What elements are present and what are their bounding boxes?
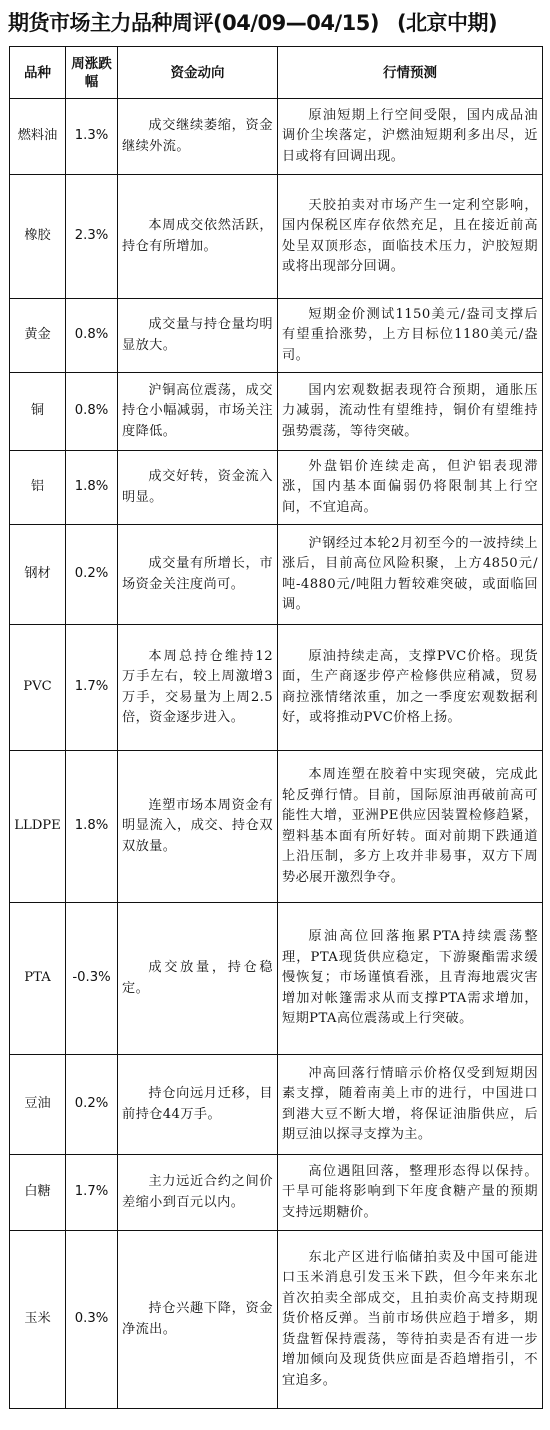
capital-cell: 主力远近合约之间价差缩小到百元以内。	[118, 1155, 278, 1231]
table-row	[10, 373, 543, 451]
capital-cell: 本周总持仓维持12万手左右，较上周激增3万手，交易量为上周2.5倍，资金逐步进入。	[118, 625, 278, 751]
change-cell: -0.3%	[66, 903, 118, 1055]
capital-cell: 持仓向远月迁移，目前持仓44万手。	[118, 1055, 278, 1155]
header-capital: 资金动向	[118, 47, 278, 99]
variety-cell: 钢材	[10, 525, 66, 625]
capital-cell: 本周成交依然活跃，持仓有所增加。	[118, 175, 278, 299]
change-cell: 1.7%	[66, 1155, 118, 1231]
forecast-cell: 天胶拍卖对市场产生一定利空影响，国内保税区库存依然充足，且在接近前高处呈双顶形态，面临技术压力，沪胶短期或将出现部分回调。	[278, 175, 543, 299]
table-row	[10, 1231, 543, 1409]
change-cell: 0.8%	[66, 373, 118, 451]
forecast-cell: 东北产区进行临储拍卖及中国可能进口玉米消息引发玉米下跌，但今年来东北首次拍卖全部成交，且拍卖价高支持期现货价格反弹。当前市场供应趋于增多，期货盘暂保持震荡，等待拍卖是否有进一步增加倾向及现货供应面是否趋增指引，不宜追多。	[278, 1231, 543, 1409]
change-cell: 0.2%	[66, 1055, 118, 1155]
forecast-cell: 高位遇阻回落，整理形态得以保持。干旱可能将影响到下年度食糖产量的预期支持远期糖价。	[278, 1155, 543, 1231]
capital-cell: 成交量与持仓量均明显放大。	[118, 299, 278, 373]
forecast-cell: 本周连塑在胶着中实现突破，完成此轮反弹行情。目前，国际原油再破前高可能性大增，亚洲PE供应因装置检修趋紧，塑料基本面有所好转。面对前期下跌通道上沿压制，多方上攻并非易事，双方下周势必展开激烈争夺。	[278, 751, 543, 903]
change-cell: 1.7%	[66, 625, 118, 751]
page-title	[8, 4, 548, 42]
commodity-table	[9, 46, 543, 1409]
variety-cell: PTA	[10, 903, 66, 1055]
variety-cell: 燃料油	[10, 99, 66, 175]
forecast-cell: 冲高回落行情暗示价格仅受到短期因素支撑，随着南美上市的进行，中国进口到港大豆不断大增，将保证油脂供应，后期豆油以探寻支撑为主。	[278, 1055, 543, 1155]
variety-cell: 白糖	[10, 1155, 66, 1231]
table-row	[10, 175, 543, 299]
forecast-cell: 原油高位回落拖累PTA持续震荡整理，PTA现货供应稳定，下游聚酯需求缓慢恢复；市场谨慎看涨，且青海地震灾害增加对帐篷需求从而支撑PTA需求增加，短期PTA高位震荡或上行突破。	[278, 903, 543, 1055]
variety-cell: LLDPE	[10, 751, 66, 903]
table-row	[10, 751, 543, 903]
table-row	[10, 99, 543, 175]
capital-cell: 成交量有所增长，市场资金关注度尚可。	[118, 525, 278, 625]
forecast-cell: 外盘铝价连续走高，但沪铝表现滞涨，国内基本面偏弱仍将限制其上行空间，不宜追高。	[278, 451, 543, 525]
change-cell: 1.3%	[66, 99, 118, 175]
header-variety: 品种	[10, 47, 66, 99]
capital-cell: 成交放量，持仓稳定。	[118, 903, 278, 1055]
variety-cell: 豆油	[10, 1055, 66, 1155]
variety-cell: PVC	[10, 625, 66, 751]
table-row	[10, 451, 543, 525]
variety-cell: 玉米	[10, 1231, 66, 1409]
table-row	[10, 1055, 543, 1155]
forecast-cell: 原油持续走高，支撑PVC价格。现货面，生产商逐步停产检修供应稍减，贸易商拉涨情绪浓重，加之一季度宏观数据利好，或将推动PVC价格上扬。	[278, 625, 543, 751]
forecast-cell: 沪钢经过本轮2月初至今的一波持续上涨后，目前高位风险积聚，上方4850元/吨-4880元/吨阻力暂较难突破，或面临回调。	[278, 525, 543, 625]
capital-cell: 沪铜高位震荡，成交持仓小幅减弱，市场关注度降低。	[118, 373, 278, 451]
table-row	[10, 1155, 543, 1231]
change-cell: 0.2%	[66, 525, 118, 625]
variety-cell: 铜	[10, 373, 66, 451]
header-change: 周涨跌幅	[66, 47, 118, 99]
capital-cell: 持仓兴趣下降，资金净流出。	[118, 1231, 278, 1409]
table-row	[10, 625, 543, 751]
header-forecast: 行情预测	[278, 47, 543, 99]
forecast-cell: 原油短期上行空间受限，国内成品油调价尘埃落定，沪燃油短期利多出尽，近日或将有回调出现。	[278, 99, 543, 175]
capital-cell: 成交继续萎缩，资金继续外流。	[118, 99, 278, 175]
capital-cell: 成交好转，资金流入明显。	[118, 451, 278, 525]
title-main: 期货市场主力品种周评(04/09—04/15)	[8, 11, 379, 35]
header-row	[10, 47, 543, 99]
title-edition: (北京中期)	[396, 11, 498, 35]
variety-cell: 铝	[10, 451, 66, 525]
table-row	[10, 525, 543, 625]
variety-cell: 黄金	[10, 299, 66, 373]
change-cell: 0.8%	[66, 299, 118, 373]
change-cell: 1.8%	[66, 751, 118, 903]
table-row	[10, 903, 543, 1055]
forecast-cell: 国内宏观数据表现符合预期，通胀压力减弱，流动性有望维持，铜价有望维持强势震荡，等待突破。	[278, 373, 543, 451]
variety-cell: 橡胶	[10, 175, 66, 299]
change-cell: 2.3%	[66, 175, 118, 299]
forecast-cell: 短期金价测试1150美元/盎司支撑后有望重拾涨势，上方目标位1180美元/盎司。	[278, 299, 543, 373]
table-row	[10, 299, 543, 373]
change-cell: 1.8%	[66, 451, 118, 525]
capital-cell: 连塑市场本周资金有明显流入，成交、持仓双双放量。	[118, 751, 278, 903]
change-cell: 0.3%	[66, 1231, 118, 1409]
